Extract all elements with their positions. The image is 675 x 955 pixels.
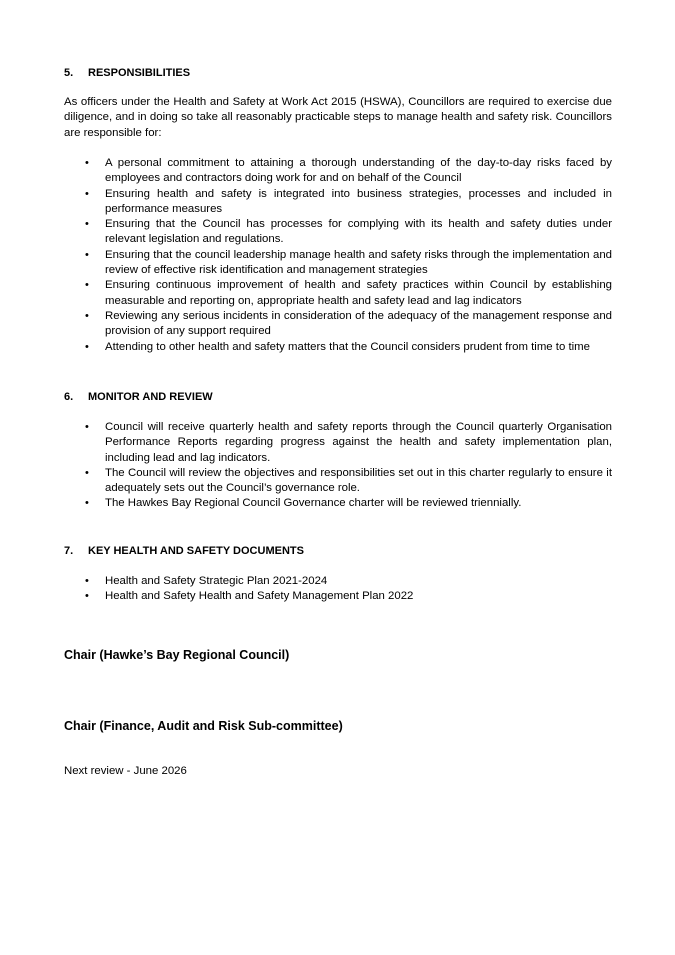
section-6-heading — [64, 390, 612, 404]
section-title: MONITOR AND REVIEW — [88, 391, 213, 403]
section-number: 7. — [64, 545, 74, 557]
bullet-icon: • — [85, 248, 89, 261]
list-item: • Ensuring that the Council has processes for complying with its health and safety duties under relevant legislation and regulations. — [85, 218, 612, 246]
list-item: • Council will receive quarterly health and safety reports through the Council quarterly Organisation Performance Reports regarding progress against the health and safety implementation plan, including lead and lag indicators. — [85, 421, 612, 464]
list-item: • Ensuring that the council leadership manage health and safety risks through the implementation and review of effective risk identification and management strategies — [85, 248, 612, 277]
section-5-intro: As officers under the Health and Safety at Work Act 2015 (HSWA), Councillors are required to exercise due diligence, and in doing so take all reasonably practicable steps to manage health and safety risk. Councillors are responsible for: — [64, 96, 612, 139]
section-number: 6. — [64, 391, 74, 403]
bullet-icon: • — [85, 421, 89, 433]
bullet-icon: • — [85, 218, 89, 231]
bullet-icon: • — [85, 187, 89, 200]
list-item: • Ensuring health and safety is integrated into business strategies, processes and included in performance measures — [85, 187, 612, 215]
chair-signature-far-subcommittee: Chair (Finance, Audit and Risk Sub-committee) — [64, 719, 343, 733]
section-7-heading — [64, 544, 612, 558]
bullet-icon: • — [85, 497, 89, 510]
list-item: • The Council will review the objectives and responsibilities set out in this charter regularly to ensure it adequately sets out the Council’s governance role. — [85, 466, 612, 495]
bullet-icon: • — [85, 575, 89, 587]
section-7-bullet-list — [64, 574, 612, 605]
list-item: • A personal commitment to attaining a thorough understanding of the day-to-day risks faced by employees and contractors doing work for and on behalf of the Council — [85, 157, 612, 185]
list-item: • The Hawkes Bay Regional Council Governance charter will be reviewed triennially. — [64, 496, 612, 511]
section-6-bullet-list — [64, 420, 612, 512]
list-item: • Attending to other health and safety matters that the Council considers prudent from time to time — [64, 340, 612, 355]
list-item: • Ensuring continuous improvement of health and safety practices within Council by establishing measurable and reporting on, appropriate health and safety lead and lag indicators — [85, 279, 612, 307]
bullet-icon: • — [85, 279, 89, 292]
section-title: RESPONSIBILITIES — [88, 67, 191, 79]
list-item: • Health and Safety Health and Safety Management Plan 2022 — [64, 589, 612, 604]
list-item: • Reviewing any serious incidents in consideration of the adequacy of the management response and provision of any support required — [85, 309, 612, 338]
bullet-icon: • — [85, 466, 89, 479]
section-title: KEY HEALTH AND SAFETY DOCUMENTS — [88, 545, 304, 557]
chair-signature-hbrc: Chair (Hawke’s Bay Regional Council) — [64, 648, 290, 662]
section-5-heading — [64, 66, 612, 80]
bullet-icon: • — [85, 157, 89, 169]
section-5-bullet-list — [64, 156, 612, 355]
section-number: 5. — [64, 67, 74, 79]
list-item: • Health and Safety Strategic Plan 2021-2024 — [64, 574, 612, 589]
bullet-icon: • — [85, 309, 89, 322]
next-review-note: Next review - June 2026 — [64, 765, 187, 777]
bullet-icon: • — [85, 340, 89, 353]
bullet-icon: • — [85, 590, 89, 603]
